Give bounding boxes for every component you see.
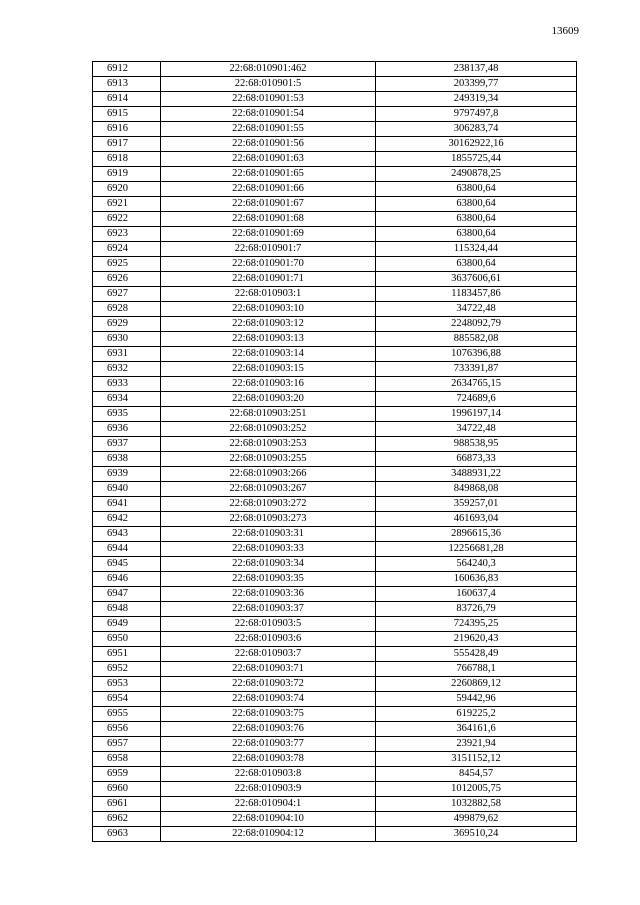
cadastral-value-cell: 1032882,58 bbox=[376, 797, 577, 812]
row-number-cell: 6952 bbox=[93, 662, 161, 677]
cadastral-number-cell: 22:68:010903:5 bbox=[161, 617, 376, 632]
cadastral-value-cell: 12256681,28 bbox=[376, 542, 577, 557]
row-number-cell: 6913 bbox=[93, 77, 161, 92]
cadastral-number-cell: 22:68:010903:16 bbox=[161, 377, 376, 392]
cadastral-number-cell: 22:68:010903:14 bbox=[161, 347, 376, 362]
table-row bbox=[93, 62, 577, 77]
row-number-cell: 6935 bbox=[93, 407, 161, 422]
cadastral-value-cell: 2634765,15 bbox=[376, 377, 577, 392]
table-row bbox=[93, 152, 577, 167]
cadastral-value-cell: 8454,57 bbox=[376, 767, 577, 782]
row-number-cell: 6921 bbox=[93, 197, 161, 212]
row-number-cell: 6934 bbox=[93, 392, 161, 407]
row-number-cell: 6917 bbox=[93, 137, 161, 152]
cadastral-number-cell: 22:68:010903:76 bbox=[161, 722, 376, 737]
table-row bbox=[93, 347, 577, 362]
table-row bbox=[93, 92, 577, 107]
cadastral-value-cell: 63800,64 bbox=[376, 227, 577, 242]
cadastral-value-cell: 59442,96 bbox=[376, 692, 577, 707]
cadastral-value-cell: 359257,01 bbox=[376, 497, 577, 512]
row-number-cell: 6931 bbox=[93, 347, 161, 362]
table-row bbox=[93, 617, 577, 632]
cadastral-number-cell: 22:68:010903:6 bbox=[161, 632, 376, 647]
row-number-cell: 6957 bbox=[93, 737, 161, 752]
cadastral-number-cell: 22:68:010903:7 bbox=[161, 647, 376, 662]
cadastral-value-cell: 885582,08 bbox=[376, 332, 577, 347]
cadastral-number-cell: 22:68:010903:12 bbox=[161, 317, 376, 332]
table-row bbox=[93, 722, 577, 737]
table-row bbox=[93, 587, 577, 602]
table-row bbox=[93, 527, 577, 542]
cadastral-value-cell: 115324,44 bbox=[376, 242, 577, 257]
cadastral-number-cell: 22:68:010901:5 bbox=[161, 77, 376, 92]
cadastral-number-cell: 22:68:010903:251 bbox=[161, 407, 376, 422]
cadastral-number-cell: 22:68:010904:12 bbox=[161, 827, 376, 842]
cadastral-number-cell: 22:68:010904:10 bbox=[161, 812, 376, 827]
cadastral-value-cell: 23921,94 bbox=[376, 737, 577, 752]
cadastral-value-cell: 3151152,12 bbox=[376, 752, 577, 767]
cadastral-number-cell: 22:68:010901:462 bbox=[161, 62, 376, 77]
table-row bbox=[93, 107, 577, 122]
cadastral-number-cell: 22:68:010903:10 bbox=[161, 302, 376, 317]
cadastral-number-cell: 22:68:010901:7 bbox=[161, 242, 376, 257]
row-number-cell: 6919 bbox=[93, 167, 161, 182]
row-number-cell: 6918 bbox=[93, 152, 161, 167]
row-number-cell: 6923 bbox=[93, 227, 161, 242]
table-row bbox=[93, 197, 577, 212]
row-number-cell: 6947 bbox=[93, 587, 161, 602]
cadastral-value-cell: 34722,48 bbox=[376, 422, 577, 437]
cadastral-value-cell: 2248092,79 bbox=[376, 317, 577, 332]
cadastral-number-cell: 22:68:010903:35 bbox=[161, 572, 376, 587]
cadastral-value-cell: 1183457,86 bbox=[376, 287, 577, 302]
row-number-cell: 6937 bbox=[93, 437, 161, 452]
cadastral-number-cell: 22:68:010903:34 bbox=[161, 557, 376, 572]
cadastral-value-cell: 1012005,75 bbox=[376, 782, 577, 797]
table-row bbox=[93, 752, 577, 767]
table-row bbox=[93, 122, 577, 137]
row-number-cell: 6950 bbox=[93, 632, 161, 647]
cadastral-value-cell: 724689,6 bbox=[376, 392, 577, 407]
table-row bbox=[93, 737, 577, 752]
cadastral-number-cell: 22:68:010901:71 bbox=[161, 272, 376, 287]
cadastral-value-cell: 2490878,25 bbox=[376, 167, 577, 182]
cadastral-number-cell: 22:68:010901:54 bbox=[161, 107, 376, 122]
table-row bbox=[93, 137, 577, 152]
row-number-cell: 6946 bbox=[93, 572, 161, 587]
cadastral-value-cell: 203399,77 bbox=[376, 77, 577, 92]
cadastral-value-cell: 849868,08 bbox=[376, 482, 577, 497]
row-number-cell: 6945 bbox=[93, 557, 161, 572]
cadastral-value-cell: 306283,74 bbox=[376, 122, 577, 137]
table-row bbox=[93, 812, 577, 827]
row-number-cell: 6942 bbox=[93, 512, 161, 527]
cadastral-number-cell: 22:68:010903:15 bbox=[161, 362, 376, 377]
cadastral-value-cell: 499879,62 bbox=[376, 812, 577, 827]
cadastral-value-cell: 63800,64 bbox=[376, 197, 577, 212]
cadastral-value-cell: 66873,33 bbox=[376, 452, 577, 467]
cadastral-value-cell: 724395,25 bbox=[376, 617, 577, 632]
row-number-cell: 6958 bbox=[93, 752, 161, 767]
row-number-cell: 6961 bbox=[93, 797, 161, 812]
table-row bbox=[93, 437, 577, 452]
table-row bbox=[93, 632, 577, 647]
table-row bbox=[93, 602, 577, 617]
cadastral-number-cell: 22:68:010903:78 bbox=[161, 752, 376, 767]
page-number: 13609 bbox=[551, 25, 579, 37]
cadastral-number-cell: 22:68:010901:66 bbox=[161, 182, 376, 197]
row-number-cell: 6920 bbox=[93, 182, 161, 197]
cadastral-value-cell: 160637,4 bbox=[376, 587, 577, 602]
cadastral-number-cell: 22:68:010903:266 bbox=[161, 467, 376, 482]
cadastral-value-cell: 364161,6 bbox=[376, 722, 577, 737]
cadastral-number-cell: 22:68:010904:1 bbox=[161, 797, 376, 812]
cadastral-number-cell: 22:68:010903:252 bbox=[161, 422, 376, 437]
cadastral-number-cell: 22:68:010903:71 bbox=[161, 662, 376, 677]
row-number-cell: 6916 bbox=[93, 122, 161, 137]
row-number-cell: 6926 bbox=[93, 272, 161, 287]
cadastral-value-cell: 461693,04 bbox=[376, 512, 577, 527]
row-number-cell: 6959 bbox=[93, 767, 161, 782]
table-row bbox=[93, 827, 577, 842]
cadastral-value-cell: 3637606,61 bbox=[376, 272, 577, 287]
cadastral-number-cell: 22:68:010903:267 bbox=[161, 482, 376, 497]
table-row bbox=[93, 467, 577, 482]
cadastral-number-cell: 22:68:010903:273 bbox=[161, 512, 376, 527]
row-number-cell: 6954 bbox=[93, 692, 161, 707]
cadastral-value-cell: 160636,83 bbox=[376, 572, 577, 587]
cadastral-value-cell: 63800,64 bbox=[376, 182, 577, 197]
table-row bbox=[93, 557, 577, 572]
row-number-cell: 6938 bbox=[93, 452, 161, 467]
row-number-cell: 6929 bbox=[93, 317, 161, 332]
table-row bbox=[93, 542, 577, 557]
table-row bbox=[93, 272, 577, 287]
cadastral-value-cell: 83726,79 bbox=[376, 602, 577, 617]
table-row bbox=[93, 407, 577, 422]
table-row bbox=[93, 782, 577, 797]
cadastral-number-cell: 22:68:010903:37 bbox=[161, 602, 376, 617]
cadastral-value-cell: 1996197,14 bbox=[376, 407, 577, 422]
cadastral-number-cell: 22:68:010903:36 bbox=[161, 587, 376, 602]
table-row bbox=[93, 302, 577, 317]
table-row bbox=[93, 677, 577, 692]
cadastral-number-cell: 22:68:010903:255 bbox=[161, 452, 376, 467]
table-row bbox=[93, 257, 577, 272]
cadastral-value-cell: 219620,43 bbox=[376, 632, 577, 647]
cadastral-value-cell: 2260869,12 bbox=[376, 677, 577, 692]
row-number-cell: 6932 bbox=[93, 362, 161, 377]
cadastral-value-cell: 555428,49 bbox=[376, 647, 577, 662]
cadastral-number-cell: 22:68:010903:1 bbox=[161, 287, 376, 302]
cadastral-value-cell: 9797497,8 bbox=[376, 107, 577, 122]
row-number-cell: 6944 bbox=[93, 542, 161, 557]
row-number-cell: 6948 bbox=[93, 602, 161, 617]
table-row bbox=[93, 482, 577, 497]
cadastral-number-cell: 22:68:010903:272 bbox=[161, 497, 376, 512]
cadastral-value-cell: 30162922,16 bbox=[376, 137, 577, 152]
row-number-cell: 6956 bbox=[93, 722, 161, 737]
table-row bbox=[93, 182, 577, 197]
table-row bbox=[93, 242, 577, 257]
cadastral-number-cell: 22:68:010903:8 bbox=[161, 767, 376, 782]
table-row bbox=[93, 707, 577, 722]
cadastral-value-table bbox=[92, 61, 577, 842]
cadastral-value-cell: 34722,48 bbox=[376, 302, 577, 317]
cadastral-value-cell: 564240,3 bbox=[376, 557, 577, 572]
table-row bbox=[93, 77, 577, 92]
cadastral-number-cell: 22:68:010901:53 bbox=[161, 92, 376, 107]
cadastral-number-cell: 22:68:010903:31 bbox=[161, 527, 376, 542]
row-number-cell: 6933 bbox=[93, 377, 161, 392]
cadastral-number-cell: 22:68:010903:74 bbox=[161, 692, 376, 707]
row-number-cell: 6951 bbox=[93, 647, 161, 662]
row-number-cell: 6940 bbox=[93, 482, 161, 497]
row-number-cell: 6928 bbox=[93, 302, 161, 317]
row-number-cell: 6963 bbox=[93, 827, 161, 842]
cadastral-value-cell: 238137,48 bbox=[376, 62, 577, 77]
cadastral-value-cell: 369510,24 bbox=[376, 827, 577, 842]
table-row bbox=[93, 767, 577, 782]
cadastral-number-cell: 22:68:010903:253 bbox=[161, 437, 376, 452]
cadastral-number-cell: 22:68:010903:33 bbox=[161, 542, 376, 557]
cadastral-number-cell: 22:68:010901:67 bbox=[161, 197, 376, 212]
cadastral-number-cell: 22:68:010903:13 bbox=[161, 332, 376, 347]
cadastral-number-cell: 22:68:010903:72 bbox=[161, 677, 376, 692]
cadastral-number-cell: 22:68:010901:63 bbox=[161, 152, 376, 167]
table-row bbox=[93, 452, 577, 467]
table-row bbox=[93, 332, 577, 347]
cadastral-number-cell: 22:68:010903:20 bbox=[161, 392, 376, 407]
cadastral-number-cell: 22:68:010903:75 bbox=[161, 707, 376, 722]
cadastral-number-cell: 22:68:010901:70 bbox=[161, 257, 376, 272]
cadastral-value-cell: 988538,95 bbox=[376, 437, 577, 452]
table-body bbox=[93, 62, 577, 842]
cadastral-number-cell: 22:68:010903:9 bbox=[161, 782, 376, 797]
row-number-cell: 6927 bbox=[93, 287, 161, 302]
cadastral-number-cell: 22:68:010901:69 bbox=[161, 227, 376, 242]
table-row bbox=[93, 362, 577, 377]
cadastral-value-cell: 1076396,88 bbox=[376, 347, 577, 362]
table-row bbox=[93, 287, 577, 302]
row-number-cell: 6953 bbox=[93, 677, 161, 692]
row-number-cell: 6915 bbox=[93, 107, 161, 122]
table-row bbox=[93, 572, 577, 587]
table-row bbox=[93, 377, 577, 392]
table-row bbox=[93, 227, 577, 242]
row-number-cell: 6936 bbox=[93, 422, 161, 437]
row-number-cell: 6955 bbox=[93, 707, 161, 722]
cadastral-value-cell: 63800,64 bbox=[376, 257, 577, 272]
cadastral-value-cell: 2896615,36 bbox=[376, 527, 577, 542]
table-row bbox=[93, 212, 577, 227]
cadastral-value-cell: 1855725,44 bbox=[376, 152, 577, 167]
table-row bbox=[93, 647, 577, 662]
row-number-cell: 6960 bbox=[93, 782, 161, 797]
table-row bbox=[93, 317, 577, 332]
cadastral-number-cell: 22:68:010901:56 bbox=[161, 137, 376, 152]
row-number-cell: 6941 bbox=[93, 497, 161, 512]
row-number-cell: 6914 bbox=[93, 92, 161, 107]
table-row bbox=[93, 422, 577, 437]
row-number-cell: 6930 bbox=[93, 332, 161, 347]
row-number-cell: 6939 bbox=[93, 467, 161, 482]
row-number-cell: 6924 bbox=[93, 242, 161, 257]
row-number-cell: 6943 bbox=[93, 527, 161, 542]
row-number-cell: 6962 bbox=[93, 812, 161, 827]
cadastral-value-cell: 766788,1 bbox=[376, 662, 577, 677]
table-row bbox=[93, 512, 577, 527]
cadastral-value-cell: 63800,64 bbox=[376, 212, 577, 227]
table-row bbox=[93, 662, 577, 677]
cadastral-number-cell: 22:68:010903:77 bbox=[161, 737, 376, 752]
table-row bbox=[93, 692, 577, 707]
cadastral-number-cell: 22:68:010901:65 bbox=[161, 167, 376, 182]
cadastral-number-cell: 22:68:010901:55 bbox=[161, 122, 376, 137]
cadastral-value-cell: 619225,2 bbox=[376, 707, 577, 722]
cadastral-value-cell: 3488931,22 bbox=[376, 467, 577, 482]
row-number-cell: 6925 bbox=[93, 257, 161, 272]
row-number-cell: 6922 bbox=[93, 212, 161, 227]
row-number-cell: 6949 bbox=[93, 617, 161, 632]
cadastral-value-cell: 249319,34 bbox=[376, 92, 577, 107]
table-row bbox=[93, 497, 577, 512]
row-number-cell: 6912 bbox=[93, 62, 161, 77]
table-row bbox=[93, 392, 577, 407]
cadastral-number-cell: 22:68:010901:68 bbox=[161, 212, 376, 227]
cadastral-value-cell: 733391,87 bbox=[376, 362, 577, 377]
table-row bbox=[93, 797, 577, 812]
table-row bbox=[93, 167, 577, 182]
